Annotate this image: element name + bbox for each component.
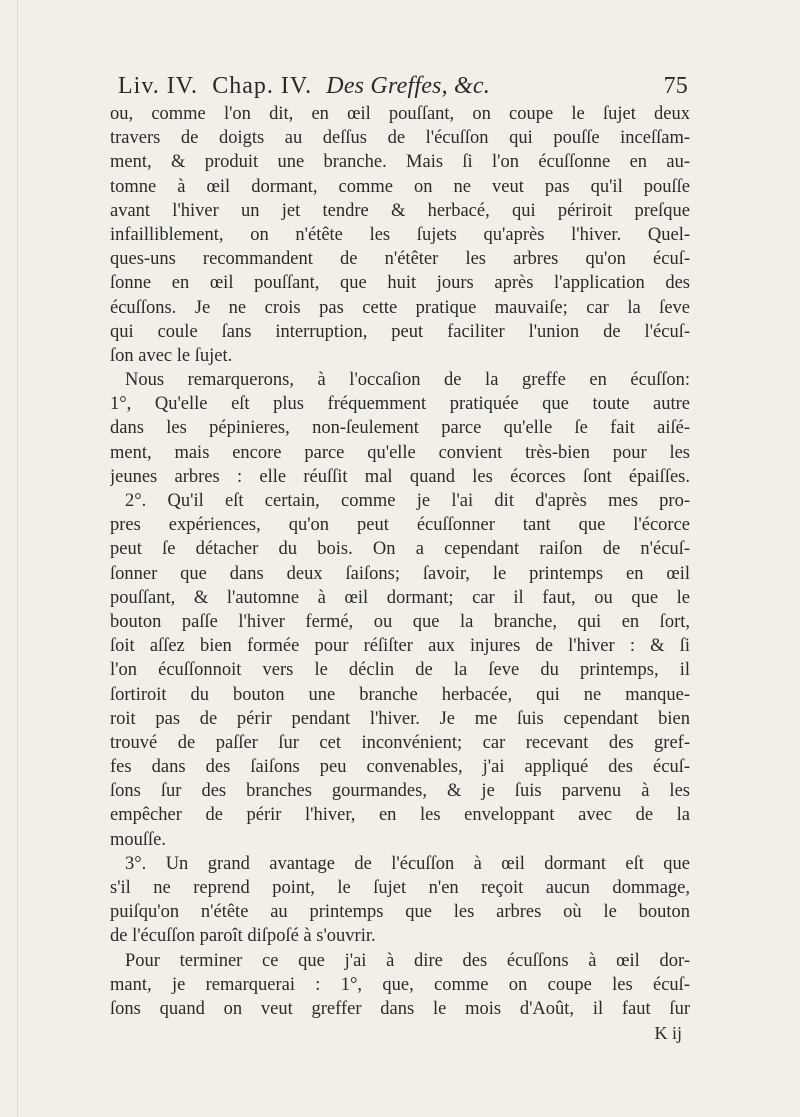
text-line: avant l'hiver un jet tendre & herbacé, qui périroit preſque xyxy=(110,200,690,221)
text-line: 1°, Qu'elle eſt plus fréquemment pratiquée que toute autre xyxy=(110,394,690,415)
text-line: ſon avec le ſujet. xyxy=(110,345,233,366)
text-line: travers de doigts au deſſus de l'écuſſon qui pouſſe inceſſam- xyxy=(110,128,690,149)
text-line: 3°. Un grand avantage de l'écuſſon à œil dormant eſt que xyxy=(125,853,690,874)
text-line: dans les pépinieres, non-ſeulement parce qu'elle ſe fait aiſé- xyxy=(110,418,690,439)
text-line: Nous remarquerons, à l'occaſion de la greffe en écuſſon: xyxy=(125,370,690,391)
text-line: Pour terminer ce que j'ai à dire des écuſſons à œil dor- xyxy=(125,950,690,971)
text-line: empêcher de périr l'hiver, en les enveloppant avec de la xyxy=(110,805,690,826)
text-line: ſons quand on veut greffer dans le mois d'Août, il faut ſur xyxy=(110,998,690,1019)
text-line: puiſqu'on n'étête au printemps que les arbres où le bouton xyxy=(110,902,690,923)
text-line: fes dans des ſaiſons peu convenables, j'ai appliqué des écuſ- xyxy=(110,757,690,778)
text-line: peut ſe détacher du bois. On a cependant raiſon de n'écuſ- xyxy=(110,539,690,560)
running-head-chapter: Chap. IV. xyxy=(212,73,313,99)
text-line: ſortiroit du bouton une branche herbacée, qui ne manque- xyxy=(110,684,690,705)
text-line: roit pas de périr pendant l'hiver. Je me ſuis cependant bien xyxy=(110,708,690,729)
text-line: ques-uns recommandent de n'étêter les arbres qu'on écuſ- xyxy=(110,249,690,270)
running-head-book: Liv. IV. xyxy=(118,73,198,99)
text-line: écuſſons. Je ne crois pas cette pratique mauvaiſe; car la ſeve xyxy=(110,297,690,318)
text-line: infailliblement, on n'étête les ſujets qu'après l'hiver. Quel- xyxy=(110,224,690,245)
text-line: jeunes arbres : elle réuſſit mal quand les écorces ſont épaiſſes. xyxy=(110,466,690,487)
text-line: trouvé de paſſer ſur cet inconvénient; car recevant des gref- xyxy=(110,732,690,753)
text-line: ſonner que dans deux ſaiſons; ſavoir, le printemps en œil xyxy=(110,563,690,584)
text-line: ou, comme l'on dit, en œil pouſſant, on coupe le ſujet deux xyxy=(110,104,690,124)
text-line: ſons ſur des branches gourmandes, & je ſuis parvenu à les xyxy=(110,781,690,802)
body-text xyxy=(110,102,690,1045)
text-line: bouton paſſe l'hiver fermé, ou que la branche, qui en ſort, xyxy=(110,611,690,632)
page-number: 75 xyxy=(663,73,688,99)
text-line: qui coule ſans interruption, peut faciliter l'union de l'écuſ- xyxy=(110,321,690,342)
text-line: l'on écuſſonnoit vers le déclin de la ſeve du printemps, il xyxy=(110,660,690,681)
text-line: ment, mais encore parce qu'elle convient très-bien pour les xyxy=(110,442,690,463)
text-line: mant, je remarquerai : 1°, que, comme on coupe les écuſ- xyxy=(110,974,690,995)
text-line: mouſſe. xyxy=(110,829,167,850)
text-line: de l'écuſſon paroît diſpoſé à s'ouvrir. xyxy=(110,926,376,947)
text-line: s'il ne reprend point, le ſujet n'en reçoit aucun dommage, xyxy=(110,878,690,898)
running-head-title: Des Greffes, &c. xyxy=(326,73,490,99)
text-line: ment, & produit une branche. Mais ſi l'on écuſſonne en au- xyxy=(110,152,690,173)
signature-mark: K ij xyxy=(654,1023,682,1044)
text-line: pouſſant, & l'automne à œil dormant; car il faut, ou que le xyxy=(110,587,690,608)
text-line: ſoit aſſez bien formée pour réſiſter aux injures de l'hiver : & ſi xyxy=(110,636,690,657)
text-line: tomne à œil dormant, comme on ne veut pas qu'il pouſſe xyxy=(110,176,690,197)
text-line: 2°. Qu'il eſt certain, comme je l'ai dit d'après mes pro- xyxy=(125,491,690,511)
text-line: pres expériences, qu'on peut écuſſonner tant que l'écorce xyxy=(110,515,690,536)
text-line: ſonne en œil pouſſant, que huit jours après l'application des xyxy=(110,273,690,294)
page-edge-line xyxy=(17,0,18,1117)
